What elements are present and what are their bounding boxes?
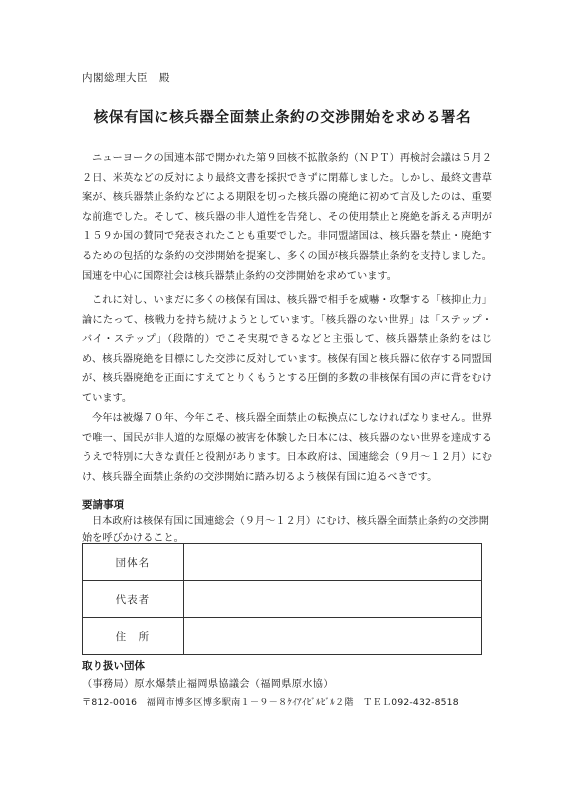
handler-heading: 取り扱い団体 <box>82 660 145 672</box>
body-paragraph-2: これに対し、いまだに多くの核保有国は、核兵器で相手を威嚇・攻撃する「核抑止力」論にたって、核戦力を持ち続けようとしています。「核兵器のない世界」は「ステップ・バイ・ステップ」（段階的）でこそ実現できるなどと主張して、核兵器禁止条約をはじめ、核兵器廃絶を目標にした交渉に反対しています。核保有国と核兵器に依存する同盟国が、核兵器廃絶を正面にすえてとりくもうとする圧倒的多数の非核保有国の声に背をむけています。 <box>82 295 492 404</box>
body-paragraph-1: ニューヨークの国連本部で開かれた第９回核不拡散条約（ＮＰＴ）再検討会議は５月２２日、米英などの反対により最終文書を採択できずに閉幕しました。しかし、最終文書草案が、核兵器禁止条約などによる期限を切った核兵器の廃絶に初めて言及したのは、重要な前進でした。そして、核兵器の非人道性を告発し、その使用禁止と廃絶を訴える声明が１５９か国の賛同で発表されたことも重要でした。非同盟諸国は、核兵器を禁止・廃絶するための包括的な条約の交渉開始を提案し、多くの国が核兵器禁止条約を支持しました。国連を中心に国際社会は核兵器禁止条約の交渉開始を求めています。 <box>82 153 492 282</box>
request-heading: 要請事項 <box>82 499 124 511</box>
address-field[interactable] <box>183 618 481 655</box>
signature-row-representative <box>83 581 482 618</box>
address-label: 住 所 <box>83 618 184 655</box>
addressee: 内閣総理大臣 殿 <box>82 72 170 84</box>
organization-field[interactable] <box>183 544 481 581</box>
contact-address: 〒812-0016 福岡市博多区博多駅南１－９－８ｹｲｱｲﾋﾞﾙﾋﾞﾙ２階 ＴＥＬ092-432-8518 <box>82 697 459 708</box>
signature-row-address <box>83 618 482 655</box>
request-body: 日本政府は核保有国に国連総会（９月〜１２月）にむけ、核兵器全面禁止条約の交渉開始を呼びかけること。 <box>82 516 489 544</box>
body-paragraph-3: 今年は被爆７０年、今年こそ、核兵器全面禁止の転換点にしなければなりません。世界で唯一、国民が非人道的な原爆の被害を体験した日本には、核兵器のない世界を達成するうえで特別に大きな責任と役割があります。日本政府は、国連総会（９月〜１２月）にむけ、核兵器全面禁止条約の交渉開始に踏み切るよう核保有国に迫るべきです。 <box>82 413 492 483</box>
signature-table <box>82 543 482 655</box>
secretariat-text: （事務局）原水爆禁止福岡県協議会（福岡県原水協） <box>82 679 334 690</box>
representative-label: 代表者 <box>83 581 184 618</box>
page-title: 核保有国に核兵器全面禁止条約の交渉開始を求める署名 <box>93 110 472 126</box>
organization-label: 団体名 <box>83 544 184 581</box>
representative-field[interactable] <box>183 581 481 618</box>
signature-row-organization <box>83 544 482 581</box>
